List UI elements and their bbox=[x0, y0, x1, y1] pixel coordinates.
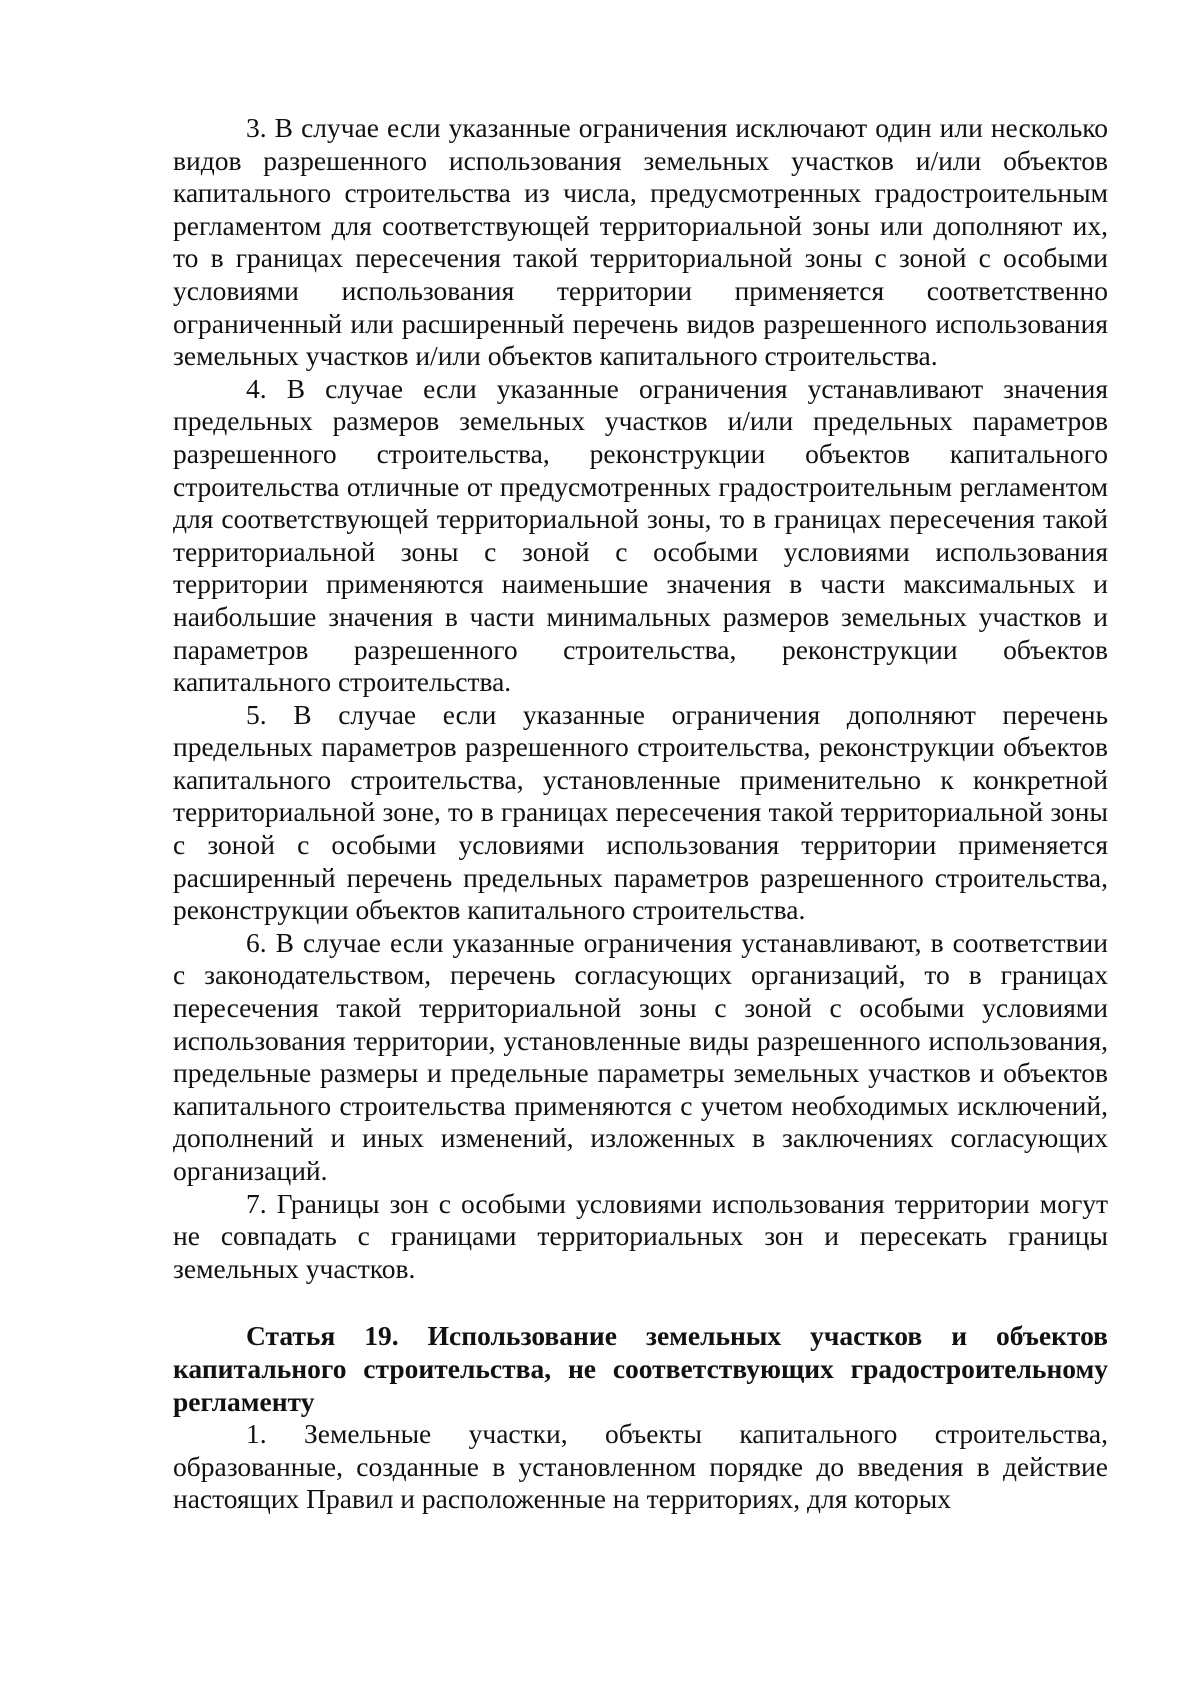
paragraph-3: 3. В случае если указанные ограничения исключают один или несколько видов разрешенного использования земельных участков и/или объектов капитального строительства из числа, предусмотренных градостроительным регламентом для соответствующей территориальной зоны или дополняют их, то в границах пересечения такой территориальной зоны с зоной с особыми условиями использования территории применяется соответственно ограниченный или расширенный перечень видов разрешенного использования земельных участков и/или объектов капитального строительства. bbox=[173, 112, 1108, 372]
document-body bbox=[173, 112, 1108, 1516]
paragraph-5: 5. В случае если указанные ограничения дополняют перечень предельных параметров разрешенного строительства, реконструкции объектов капитального строительства, установленные применительно к конкретной территориальной зоне, то в границах пересечения такой территориальной зоны с зоной с особыми условиями использования территории применяется расширенный перечень предельных параметров разрешенного строительства, реконструкции объектов капитального строительства. bbox=[173, 698, 1108, 926]
article-19-paragraph-1: 1. Земельные участки, объекты капитального строительства, образованные, созданные в установленном порядке до введения в действие настоящих Правил и расположенные на территориях, для которых bbox=[173, 1418, 1108, 1515]
article-19-heading: Статья 19. Использование земельных участков и объектов капитального строительства, не соответствующих градостроительному регламенту bbox=[173, 1320, 1108, 1417]
paragraph-6: 6. В случае если указанные ограничения устанавливают, в соответствии с законодательством, перечень согласующих организаций, то в границах пересечения такой территориальной зоны с зоной с особыми условиями использования территории, установленные виды разрешенного использования, предельные размеры и предельные параметры земельных участков и объектов капитального строительства применяются с учетом необходимых исключений, дополнений и иных изменений, изложенных в заключениях согласующих организаций. bbox=[173, 926, 1108, 1186]
paragraph-4: 4. В случае если указанные ограничения устанавливают значения предельных размеров земельных участков и/или предельных параметров разрешенного строительства, реконструкции объектов капитального строительства отличные от предусмотренных градостроительным регламентом для соответствующей территориальной зоны, то в границах пересечения такой территориальной зоны с зоной с особыми условиями использования территории применяются наименьшие значения в части максимальных и наибольшие значения в части минимальных размеров земельных участков и параметров разрешенного строительства, реконструкции объектов капитального строительства. bbox=[173, 372, 1108, 698]
paragraph-7: 7. Границы зон с особыми условиями использования территории могут не совпадать с границами территориальных зон и пересекать границы земельных участков. bbox=[173, 1187, 1108, 1284]
